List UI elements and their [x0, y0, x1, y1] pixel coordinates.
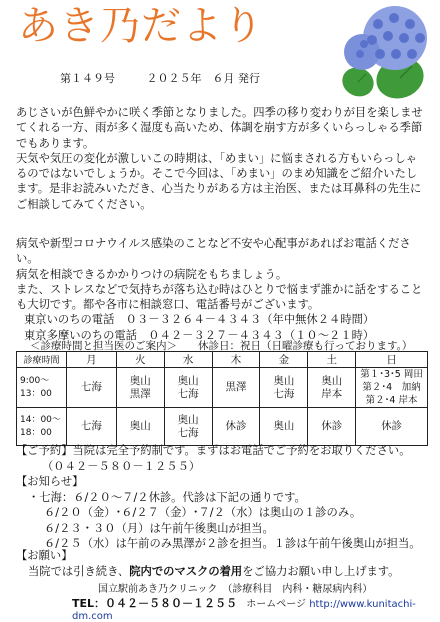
- doctor-name: 休診: [381, 420, 403, 432]
- doctor-name: 黒澤: [225, 381, 247, 393]
- cell-sun-pm: [356, 408, 428, 446]
- doctor-name: 奥山: [129, 420, 151, 432]
- schedule-header-row: [17, 352, 428, 368]
- doctor-name: 休診: [225, 420, 247, 432]
- doctor-name: 岸本: [321, 387, 343, 400]
- doctor-name: 奥山: [273, 374, 295, 387]
- request-text-pre: 当院では引き続き、: [28, 564, 130, 578]
- table-row: [17, 408, 428, 446]
- cell-fri-am: [260, 368, 308, 408]
- doctor-name: 奥山: [129, 374, 151, 387]
- holiday-note: 休診日：祝日（日曜診療も行っております。）: [198, 340, 413, 352]
- intro-paragraph-1: あじさいが色鮮やかに咲く季節となりました。四季の移り変わりが目を楽しませてくれる一方、雨が多く湿度も高いため、体調を崩す方が多くいらっしゃる季節でもあります。: [16, 106, 423, 150]
- corona-paragraph-3: また、ストレスなどで気持ちが落ち込む時はひとりで悩まず誰かに話をすることも大切です。都や各市に相談窓口、電話番号がございます。: [16, 282, 423, 312]
- cell-tue-pm: [116, 408, 164, 446]
- time-cell-afternoon: [17, 408, 67, 446]
- consultation-section: [16, 236, 428, 343]
- time-cell-morning: [17, 368, 67, 408]
- doctor-name: 奥山: [273, 420, 295, 432]
- doctor-name: 休診: [321, 420, 343, 432]
- notice-line-2: ６/２０（金）･６/２７（金）･７/２（水）は奥山の１診のみ。: [44, 506, 362, 519]
- schedule-table: [16, 351, 428, 446]
- homepage-label: ホームページ: [246, 599, 307, 610]
- doctor-name: 奥山: [177, 374, 199, 387]
- corona-paragraph-1: 病気や新型コロナウイルス感染のことなど不安や心配事があればお電話ください。: [16, 237, 411, 266]
- request-text-post: をご協力お願い申し上げます。: [242, 564, 400, 578]
- notice-line-3: ６/２３・３０（月）は午前午後奥山が担当。: [44, 521, 274, 535]
- mask-emphasis: 院内でのマスクの着用: [129, 564, 243, 578]
- request-section: [16, 548, 428, 579]
- request-heading: 【お願い】: [16, 549, 73, 562]
- header-thu: 木: [212, 352, 260, 368]
- time-start: 9:00～: [20, 375, 50, 386]
- notice-line-4: ６/２５（水）は午前のみ黒澤が２診を担当。１診は午前午後奥山が担当。: [44, 537, 421, 550]
- intro-paragraph-2: 天気や気圧の変化が激しいこの時期は、「めまい」に悩まされる方もいらっしゃるのではないでしょうか。そこで今回は、「めまい」のまめ知識をご紹介いたします。是非お読みいただき、心当たりがある方は主治医、または耳鼻科の先生にご相談してみてください。: [16, 151, 422, 211]
- issue-line: [60, 70, 288, 86]
- time-end: 18：00: [20, 427, 52, 438]
- time-end: 13：00: [20, 388, 52, 399]
- doctor-name: 七海: [80, 381, 102, 393]
- issue-number: 第１４９号: [60, 72, 115, 85]
- cell-thu-am: [212, 368, 260, 408]
- header-sun: 日: [356, 352, 428, 368]
- corona-paragraph-2: 病気を相談できるかかりつけの病院をもちましょう。: [16, 267, 288, 281]
- header-fri: 金: [260, 352, 308, 368]
- doctor-name: 奥山: [177, 413, 199, 426]
- doctor-name: 黒澤: [129, 387, 151, 400]
- header-mon: 月: [66, 352, 116, 368]
- intro-section: [16, 105, 428, 212]
- cell-wed-pm: [164, 408, 212, 446]
- clinic-info: 国立駅前あき乃クリニック （診療科目 内科・糖尿病内科）: [98, 584, 373, 595]
- doctor-name: 七海: [177, 387, 199, 400]
- table-row: [17, 368, 428, 408]
- doctor-name: 第１･3･5 岡田: [360, 369, 423, 380]
- header-wed: 水: [164, 352, 212, 368]
- footer-contact: [72, 595, 440, 622]
- footer-tel: TEL：０４２－５８０－１２５５: [72, 597, 238, 610]
- header-time: 診療時間: [17, 352, 67, 368]
- doctor-name: 七海: [273, 387, 295, 400]
- newsletter-title: あき乃だより: [18, 3, 264, 49]
- hotline-tama: 東京多摩いのちの電話 ０４２－３２７－４３４３（１０～２１時）: [24, 328, 375, 342]
- notice-heading: 【お知らせ】: [16, 475, 84, 488]
- cell-mon-am: [66, 368, 116, 408]
- notice-section: [16, 474, 428, 552]
- cell-sun-am: [356, 368, 428, 408]
- request-line: [16, 564, 428, 580]
- hydrangea-icon: [300, 4, 436, 104]
- schedule-title: ＜診療時間と担当医のご案内＞: [30, 340, 177, 352]
- cell-fri-pm: [260, 408, 308, 446]
- issue-date: ２０２５年 ６月 発行: [146, 72, 260, 85]
- doctor-name: 第２･4 岸本: [365, 395, 418, 406]
- doctor-name: 七海: [177, 426, 199, 439]
- cell-sat-am: [308, 368, 356, 408]
- doctor-name: 第２･4 加納: [362, 382, 421, 393]
- reservation-text: 【ご予約】当院は完全予約制です。まずはお電話でご予約をお取りください。: [16, 444, 411, 457]
- cell-mon-pm: [66, 408, 116, 446]
- time-start: 14：00～: [20, 414, 61, 425]
- hotline-tokyo: 東京いのちの電話 ０３－３２６４－４３４３（年中無休２４時間）: [24, 313, 375, 327]
- homepage-link[interactable]: http://www.kunitachi-dm.com: [72, 599, 416, 622]
- doctor-name: 奥山: [321, 374, 343, 387]
- reservation-tel: （０４２－５８０－１２５５）: [42, 459, 201, 473]
- cell-tue-am: [116, 368, 164, 408]
- cell-sat-pm: [308, 408, 356, 446]
- reservation-section: [16, 443, 428, 474]
- header-sat: 土: [308, 352, 356, 368]
- doctor-name: 七海: [80, 420, 102, 432]
- notice-line-1: ・七海：６/２０～７/２休診。代診は下記の通りです。: [28, 490, 306, 504]
- cell-wed-am: [164, 368, 212, 408]
- header-tue: 火: [116, 352, 164, 368]
- cell-thu-pm: [212, 408, 260, 446]
